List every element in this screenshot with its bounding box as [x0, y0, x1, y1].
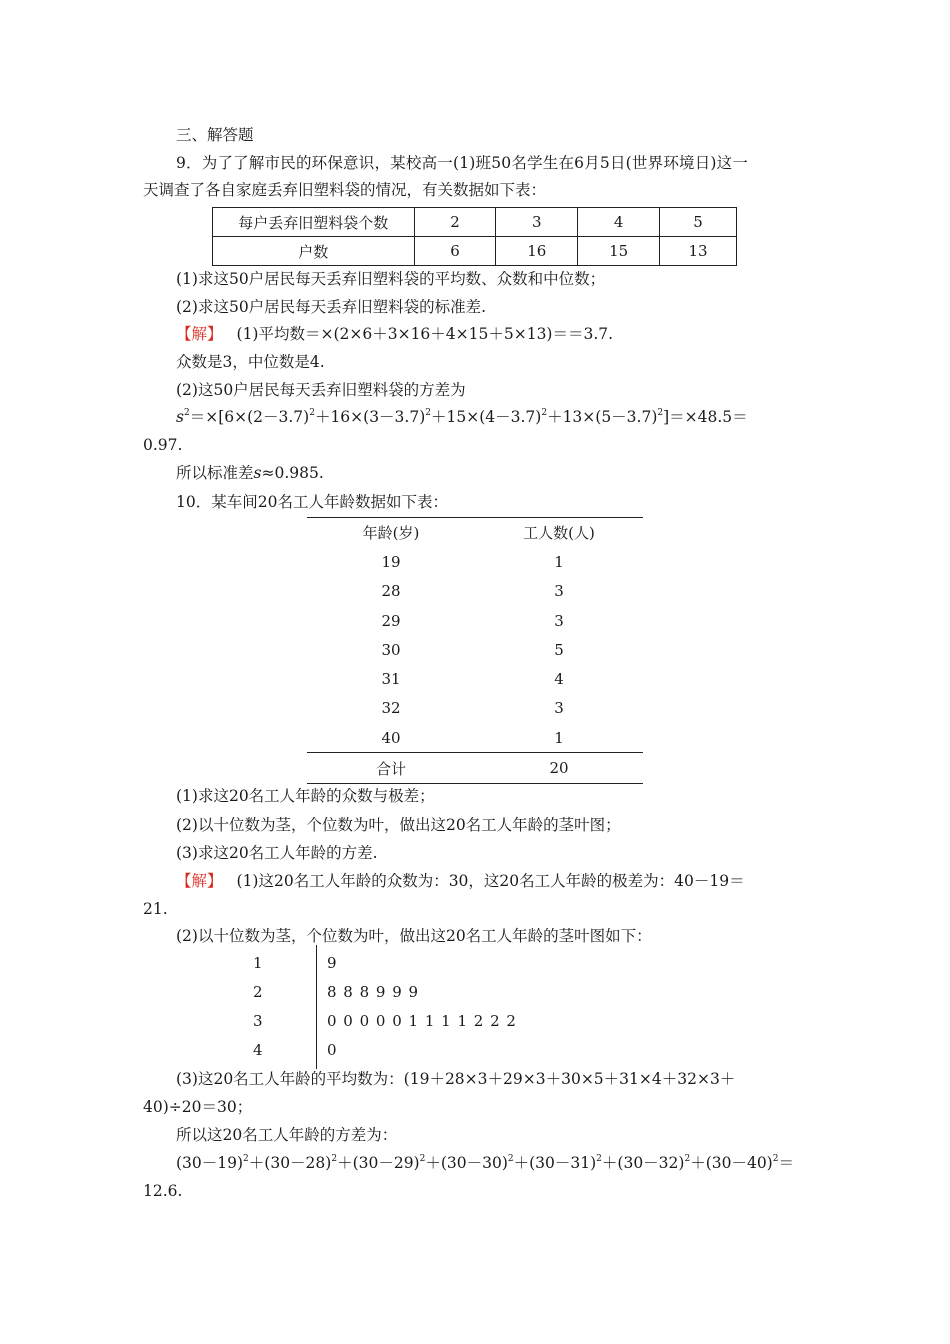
formula-part: ＝×[6×(2－3.7) [189, 408, 310, 426]
var-symbol: s [253, 464, 262, 482]
text: 所以标准差 [176, 464, 254, 482]
column-header: 年龄(岁) [307, 518, 475, 548]
table-row [307, 606, 643, 635]
q10-sub2: (2)以十位数为茎，个位数为叶，做出这20名工人年龄的茎叶图； [176, 816, 621, 834]
table-cell: 3 [554, 699, 564, 718]
q9-variance-formula [176, 407, 748, 427]
section-title: 三、解答题 [176, 126, 254, 144]
table-cell: 2 [414, 208, 496, 237]
table-row-header: 每户丢弃旧塑料袋个数 [213, 208, 415, 237]
table-row [213, 208, 737, 237]
sup: 2 [331, 1154, 338, 1164]
var-symbol: s [176, 408, 184, 426]
table-cell: 3 [554, 611, 564, 630]
table-cell: 40 [381, 728, 401, 747]
table-cell: 1 [554, 728, 564, 747]
formula-part: ]＝×48.5＝ [663, 408, 748, 426]
q9-stem-line2: 天调查了各自家庭丢弃旧塑料袋的情况，有关数据如下表： [143, 181, 547, 199]
q10-variance-formula [176, 1153, 794, 1173]
solution-label: 【解】 [176, 325, 223, 343]
q10-stem: 10．某车间20名工人年龄数据如下表： [176, 493, 448, 511]
formula-part: ＝ [778, 1154, 794, 1172]
table-row [307, 664, 643, 693]
text: (1)这20名工人年龄的众数为：30，这20名工人年龄的极差为：40－19＝ [236, 872, 745, 890]
table-cell: 1 [554, 552, 564, 571]
table-cell: 4 [578, 208, 660, 237]
table-header-row [307, 518, 643, 548]
formula-part: ＋16×(3－3.7) [314, 408, 426, 426]
leaves: 8 8 8 9 9 9 [327, 983, 420, 1001]
q9-sub1: (1)求这50户居民每天丢弃旧塑料袋的平均数、众数和中位数； [176, 270, 606, 288]
sup: 2 [309, 408, 315, 418]
sup: 2 [507, 1154, 514, 1164]
formula-part: (30－19) [176, 1154, 244, 1172]
sup: 2 [541, 408, 548, 418]
q10-age-table [307, 517, 643, 784]
table-cell: 31 [381, 670, 401, 689]
table-cell: 3 [496, 208, 578, 237]
table-cell: 29 [381, 611, 401, 630]
table-cell: 3 [554, 582, 564, 601]
table-cell: 13 [660, 237, 737, 266]
q9-mean: (1)平均数＝×(2×6＋3×16＋4×15＋5×13)＝＝3.7. [236, 325, 614, 343]
sup: 2 [425, 408, 431, 418]
table-row [307, 577, 643, 606]
stem: 3 [253, 1012, 263, 1030]
sup: 2 [419, 1154, 426, 1164]
q9-data-table [212, 207, 737, 266]
table-cell: 15 [578, 237, 660, 266]
formula-part: ＋15×(4－3.7) [431, 408, 542, 426]
table-cell: 32 [381, 699, 401, 718]
formula-part: ＋(30－28) [248, 1154, 332, 1172]
table-total-row [307, 753, 643, 783]
formula-part: ＋(30－29) [337, 1154, 420, 1172]
sup: 2 [596, 1154, 602, 1164]
sup: 2 [772, 1154, 779, 1164]
q10-variance-result: 12.6. [143, 1182, 183, 1200]
q9-stem-line1: 9．为了了解市民的环保意识，某校高一(1)班50名学生在6月5日(世界环境日)这一 [176, 154, 749, 172]
q9-answer-line1 [176, 324, 613, 344]
sup: 2 [183, 408, 190, 418]
table-cell: 5 [554, 640, 564, 659]
table-row [307, 635, 643, 664]
q9-variance-result: 0.97. [143, 436, 183, 454]
q10-variance-intro: 所以这20名工人年龄的方差为： [176, 1126, 398, 1144]
table-row [213, 237, 737, 266]
q10-mean-line2: 40)÷20＝30； [143, 1098, 253, 1116]
stem-leaf-divider [316, 945, 317, 1069]
table-row [307, 723, 643, 753]
q9-answer-line2: 众数是3，中位数是4. [176, 353, 325, 371]
q9-answer-line3: (2)这50户居民每天丢弃旧塑料袋的方差为 [176, 381, 466, 399]
table-row-header: 户数 [213, 237, 415, 266]
q9-sub2: (2)求这50户居民每天丢弃旧塑料袋的标准差. [176, 298, 487, 316]
total-label: 合计 [307, 753, 475, 783]
table-cell: 5 [660, 208, 737, 237]
formula-part: ＋13×(5－3.7) [547, 408, 658, 426]
leaves: 0 0 0 0 0 1 1 1 1 2 2 2 [327, 1012, 517, 1030]
table-cell: 4 [554, 670, 564, 689]
sup: 2 [684, 1154, 691, 1164]
table-row [307, 694, 643, 723]
q9-std-dev [176, 463, 324, 483]
table-cell: 30 [381, 640, 401, 659]
table-cell: 16 [496, 237, 578, 266]
formula-part: ＋(30－31) [513, 1154, 597, 1172]
q10-sub3: (3)求这20名工人年龄的方差. [176, 844, 378, 862]
formula-part: ＋(30－30) [425, 1154, 508, 1172]
leaves: 0 [327, 1041, 337, 1059]
text: ≈0.985. [261, 464, 324, 482]
stem: 2 [253, 983, 263, 1001]
q10-sub1: (1)求这20名工人年龄的众数与极差； [176, 787, 435, 805]
table-cell: 28 [381, 582, 401, 601]
formula-part: ＋(30－40) [690, 1154, 773, 1172]
formula-part: ＋(30－32) [601, 1154, 685, 1172]
table-cell: 6 [414, 237, 496, 266]
table-cell: 19 [381, 552, 401, 571]
column-header: 工人数(人) [475, 518, 643, 548]
sup: 2 [243, 1154, 249, 1164]
q10-mean-line1: (3)这20名工人年龄的平均数为：(19＋28×3＋29×3＋30×5＋31×4＋32×3＋ [176, 1070, 736, 1088]
leaves: 9 [327, 954, 337, 972]
stem: 1 [253, 954, 263, 972]
q10-answer-line1 [176, 871, 745, 891]
q10-answer-line2: (2)以十位数为茎，个位数为叶，做出这20名工人年龄的茎叶图如下： [176, 927, 652, 945]
q10-answer-line1-cont: 21. [143, 900, 168, 918]
stem: 4 [253, 1041, 263, 1059]
solution-label: 【解】 [176, 872, 223, 890]
total-value: 20 [475, 753, 643, 783]
table-row [307, 547, 643, 576]
sup: 2 [657, 408, 664, 418]
